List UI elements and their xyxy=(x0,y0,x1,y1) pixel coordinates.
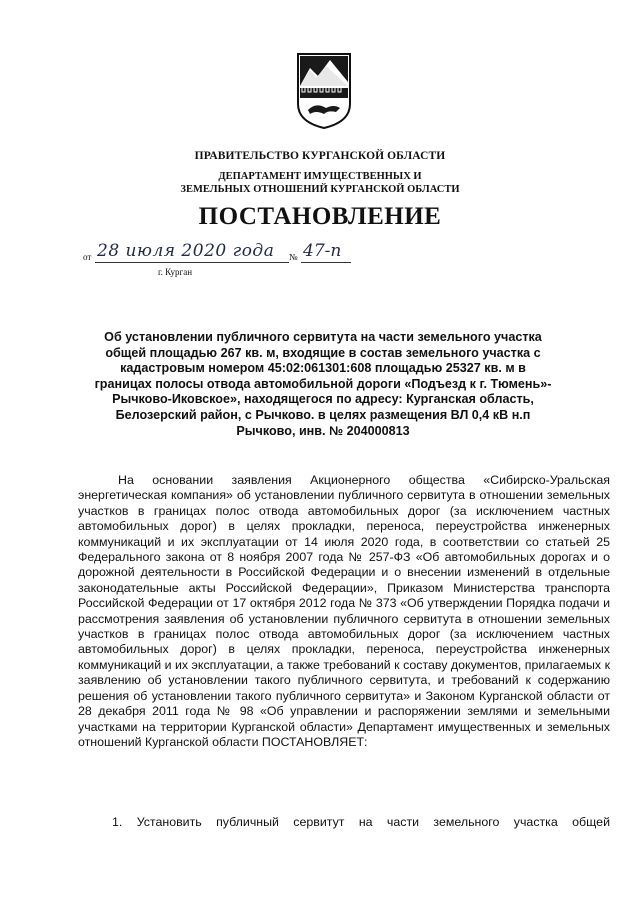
department-line-2: ЗЕМЕЛЬНЫХ ОТНОШЕНИЙ КУРГАНСКОЙ ОБЛАСТИ xyxy=(180,184,460,195)
department-line-1: ДЕПАРТАМЕНТ ИМУЩЕСТВЕННЫХ И xyxy=(218,171,422,182)
date-prefix: от xyxy=(83,252,92,262)
date-number-row xyxy=(83,243,363,273)
kurgan-coat-of-arms-icon xyxy=(296,52,352,130)
department-name xyxy=(0,170,640,196)
number-underline xyxy=(301,262,351,263)
date-underline xyxy=(95,262,289,263)
number-prefix: № xyxy=(289,252,298,262)
document-type-heading: ПОСТАНОВЛЕНИЕ xyxy=(198,203,442,230)
city-label: г. Курган xyxy=(158,267,193,277)
handwritten-date: 28 июля 2020 года xyxy=(97,241,275,261)
document-title: Об установлении публичного сервитута на части земельного участка общей площадью 267 кв. м, входящие в состав земельного участка с кадастровым номером 45:02:061301:608 площадью 25327 кв. м в границах полосы отвода автомобильной дороги «Подъезд к г. Тюмень»-Рычково-Иковское», находящегося по адресу: Курганская область, Белозерский район, с Рычково. в целях размещения ВЛ 0,4 кВ н.п Рычково, инв. № 204000813 xyxy=(94,330,552,438)
handwritten-number: 47-п xyxy=(303,241,342,261)
item-1: 1. Установить публичный сервитут на части земельного участка общей xyxy=(112,815,610,829)
preamble-paragraph: На основании заявления Акционерного общества «Сибирско-Уральская энергетическая компания» об установлении публичного сервитута в отношении земельных участков в границах полос отвода автомобильных дорог (за исключением частных автомобильных дорог) в целях прокладки, переноса, переустройства инженерных коммуникаций и их эксплуатации от 14 июля 2020 года, в соответствии со статьей 25 Федерального закона от 8 ноября 2007 года № 257-ФЗ «Об автомобильных дорогах и о дорожной деятельности в Российской Федерации и о внесении изменений в отдельные законодательные акты Российской Федерации», Приказом Министерства транспорта Российской Федерации от 17 октября 2012 года № 373 «Об утверждении Порядка подачи и рассмотрения заявления об установлении публичного сервитута в отношении земельных участков в границах полос отвода автомобильных дорог (за исключением частных автомобильных дорог) в целях прокладки, переноса, переустройства инженерных коммуникаций и их эксплуатации, а также требований к составу документов, прилагаемых к заявлению об установлении такого публичного сервитута, и требований к содержанию решения об установлении такого публичного сервитута» и Законом Курганской области от 28 декабря 2011 года № 98 «Об управлении и распоряжении землями и земельными участками на территории Курганской области» Департамент имущественных и земельных отношений Курганской области ПОСТАНОВЛЯЕТ: xyxy=(78,473,610,749)
government-name: ПРАВИТЕЛЬСТВО КУРГАНСКОЙ ОБЛАСТИ xyxy=(194,150,446,162)
document-body xyxy=(78,473,610,750)
